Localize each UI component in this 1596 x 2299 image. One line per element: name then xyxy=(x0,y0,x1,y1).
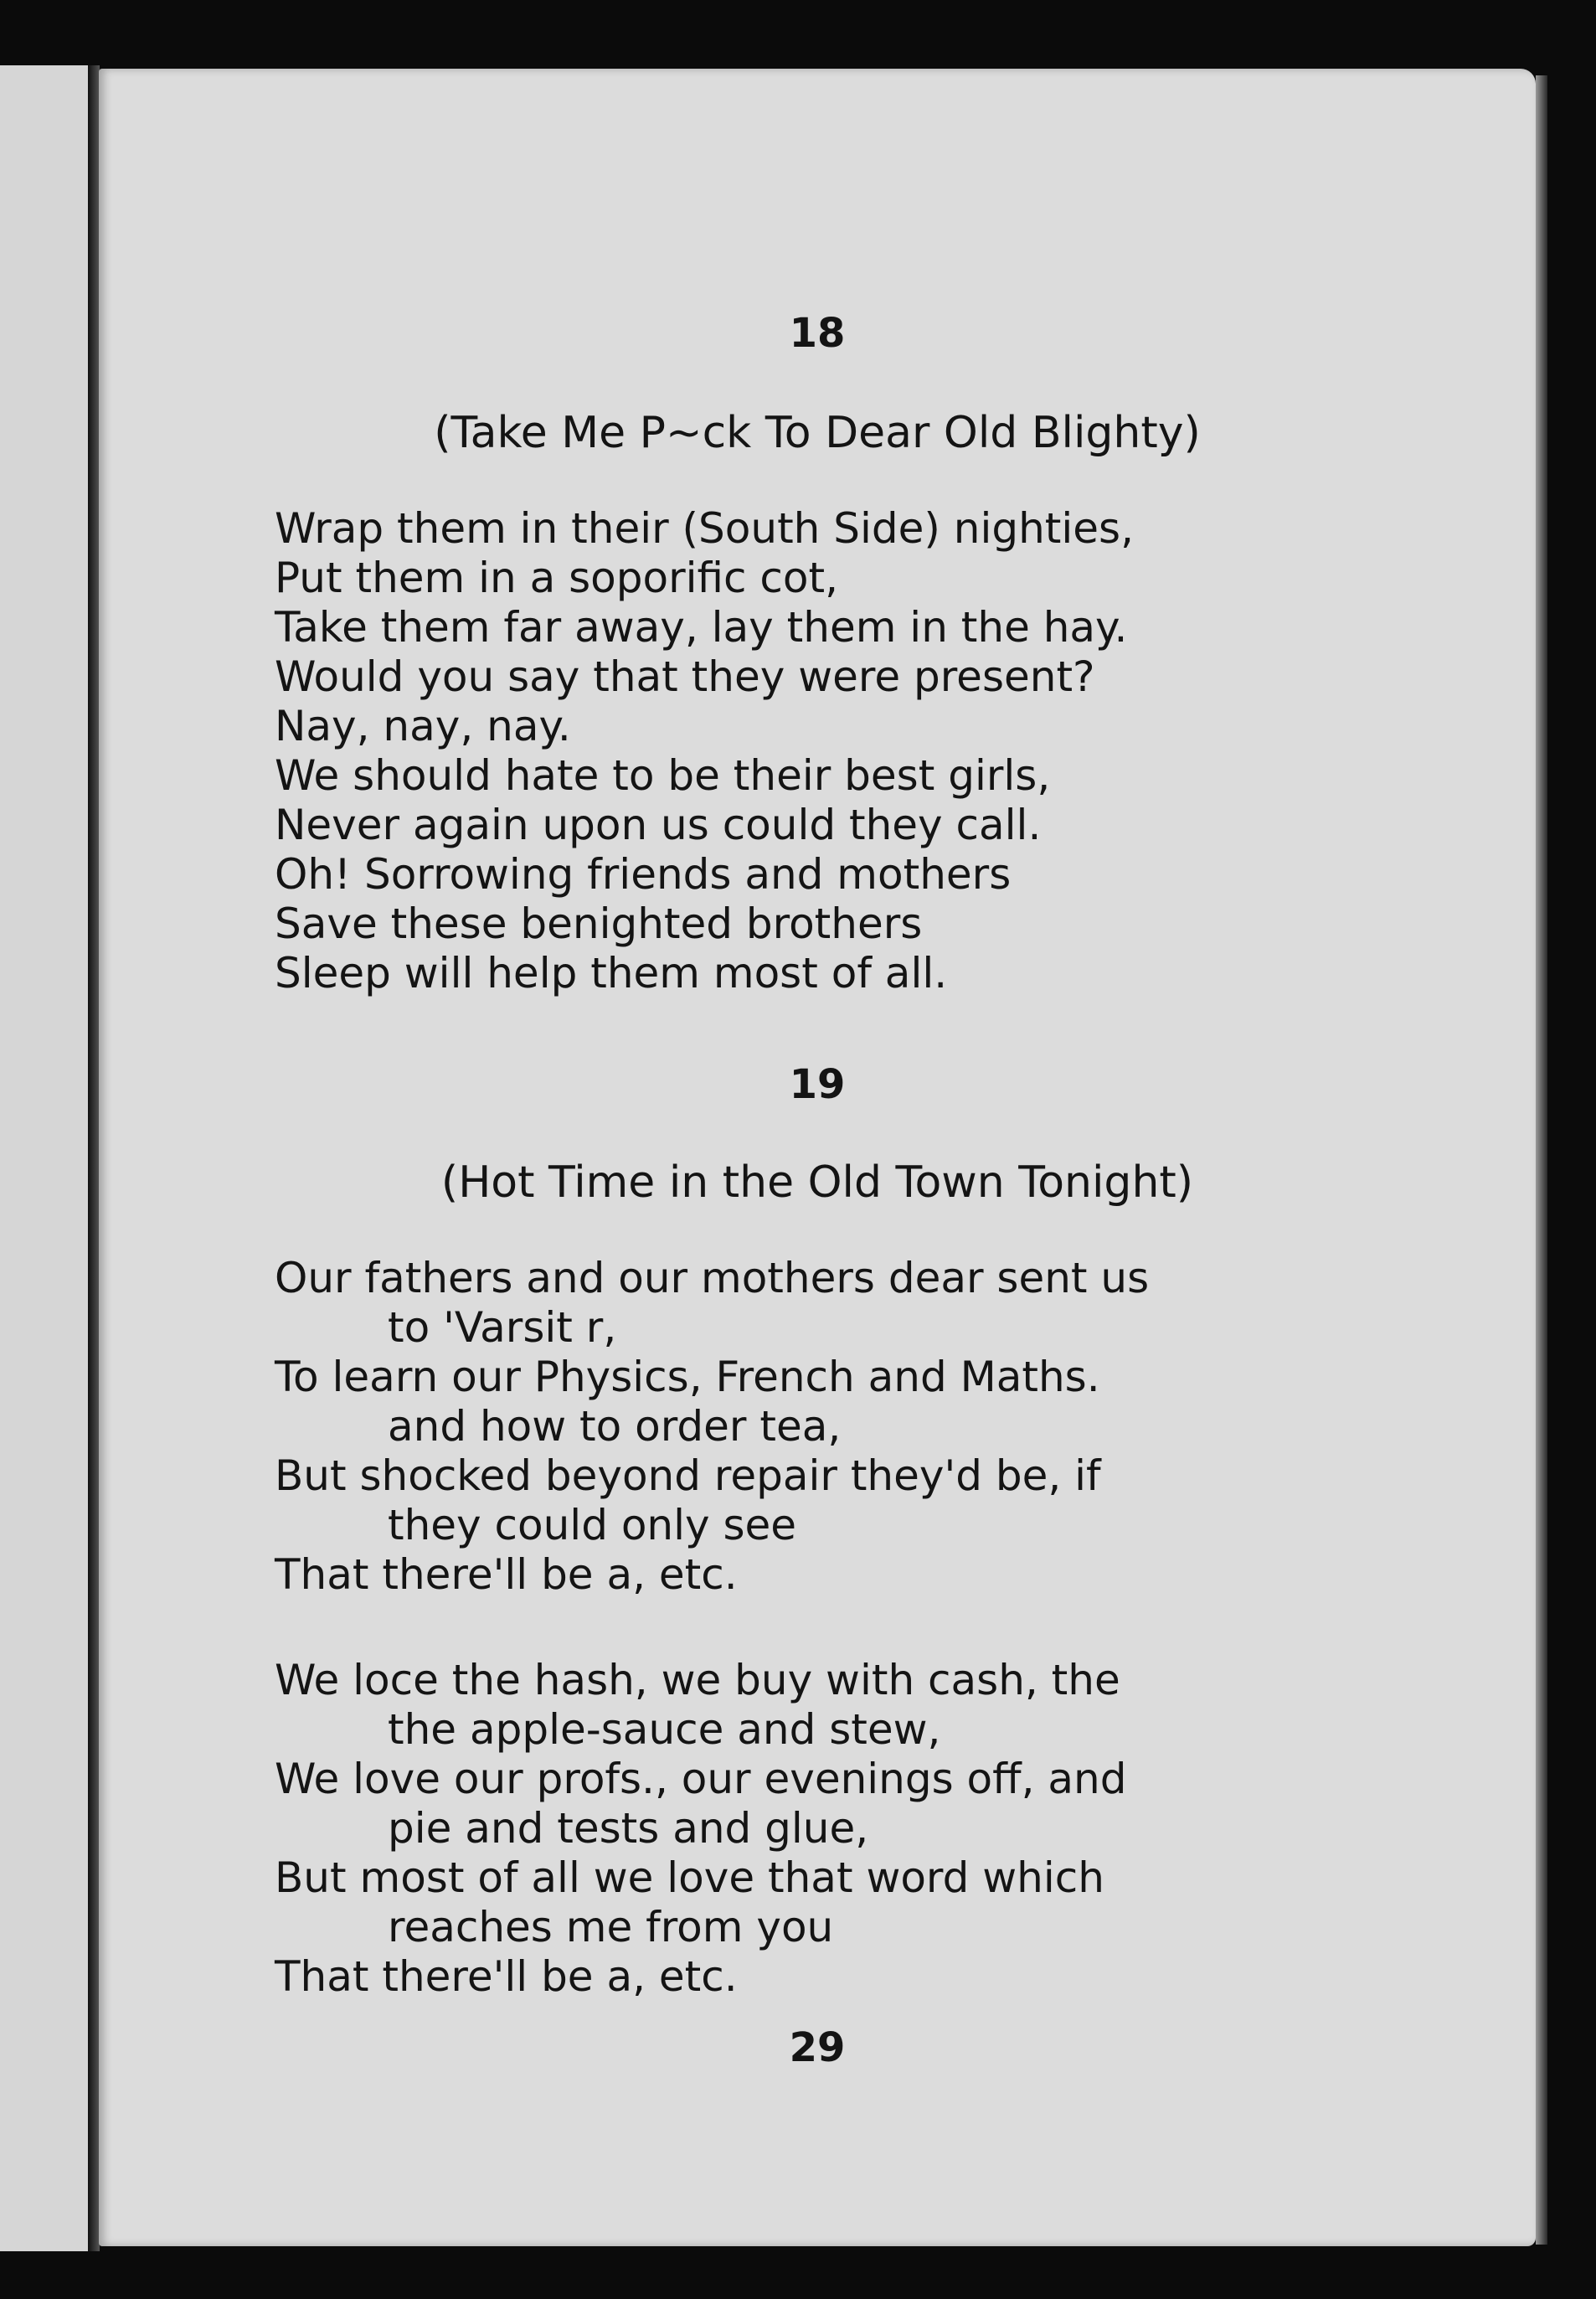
song-18-tune: (Take Me P~ck To Dear Old Blighty) xyxy=(434,408,1201,458)
page-number: 29 xyxy=(789,2024,846,2071)
lyric-line-continuation: the apple-sauce and stew, xyxy=(388,1705,941,1754)
song-19-number: 19 xyxy=(789,1061,846,1108)
lyric-line: To learn our Physics, French and Maths. xyxy=(275,1353,1100,1401)
song-19-tune: (Hot Time in the Old Town Tonight) xyxy=(440,1157,1194,1208)
lyric-line: Would you say that they were present? xyxy=(275,652,1095,701)
lyric-line: We should hate to be their best girls, xyxy=(275,751,1051,800)
book-page xyxy=(99,69,1536,2246)
lyric-line: We love our profs., our evenings off, and xyxy=(275,1755,1127,1803)
lyric-line: Put them in a soporific cot, xyxy=(275,554,838,602)
lyric-line-continuation: pie and tests and glue, xyxy=(388,1804,869,1853)
lyric-line-continuation: and how to order tea, xyxy=(388,1402,842,1451)
song-19-verse-1 xyxy=(275,1254,1149,1600)
lyric-line: Take them far away, lay them in the hay. xyxy=(275,603,1128,652)
song-19-verse-2 xyxy=(275,1656,1126,2002)
lyric-line-continuation: to 'Varsit r, xyxy=(388,1303,617,1352)
lyric-line: Nay, nay, nay. xyxy=(275,702,571,750)
lyric-line: Save these benighted brothers xyxy=(275,899,923,948)
lyric-line: Never again upon us could they call. xyxy=(275,801,1042,849)
book-gutter xyxy=(88,65,100,2251)
lyric-line: Our fathers and our mothers dear sent us xyxy=(275,1254,1150,1302)
song-18-number: 18 xyxy=(789,310,846,357)
song-18-stanza xyxy=(275,504,1134,998)
lyric-line: We loce the hash, we buy with cash, the xyxy=(275,1656,1120,1704)
lyric-line: Sleep will help them most of all. xyxy=(275,949,948,997)
right-page-edge xyxy=(1536,75,1547,2245)
lyric-line: But shocked beyond repair they'd be, if xyxy=(275,1451,1101,1500)
lyric-line: But most of all we love that word which xyxy=(275,1853,1104,1902)
lyric-line: That there'll be a, etc. xyxy=(275,1952,738,2001)
left-page-edge xyxy=(0,65,90,2251)
lyric-line: Wrap them in their (South Side) nighties, xyxy=(275,504,1135,553)
lyric-line: Oh! Sorrowing friends and mothers xyxy=(275,850,1012,899)
lyric-line-continuation: reaches me from you xyxy=(388,1903,834,1951)
lyric-line-continuation: they could only see xyxy=(388,1501,797,1549)
lyric-line: That there'll be a, etc. xyxy=(275,1550,738,1599)
